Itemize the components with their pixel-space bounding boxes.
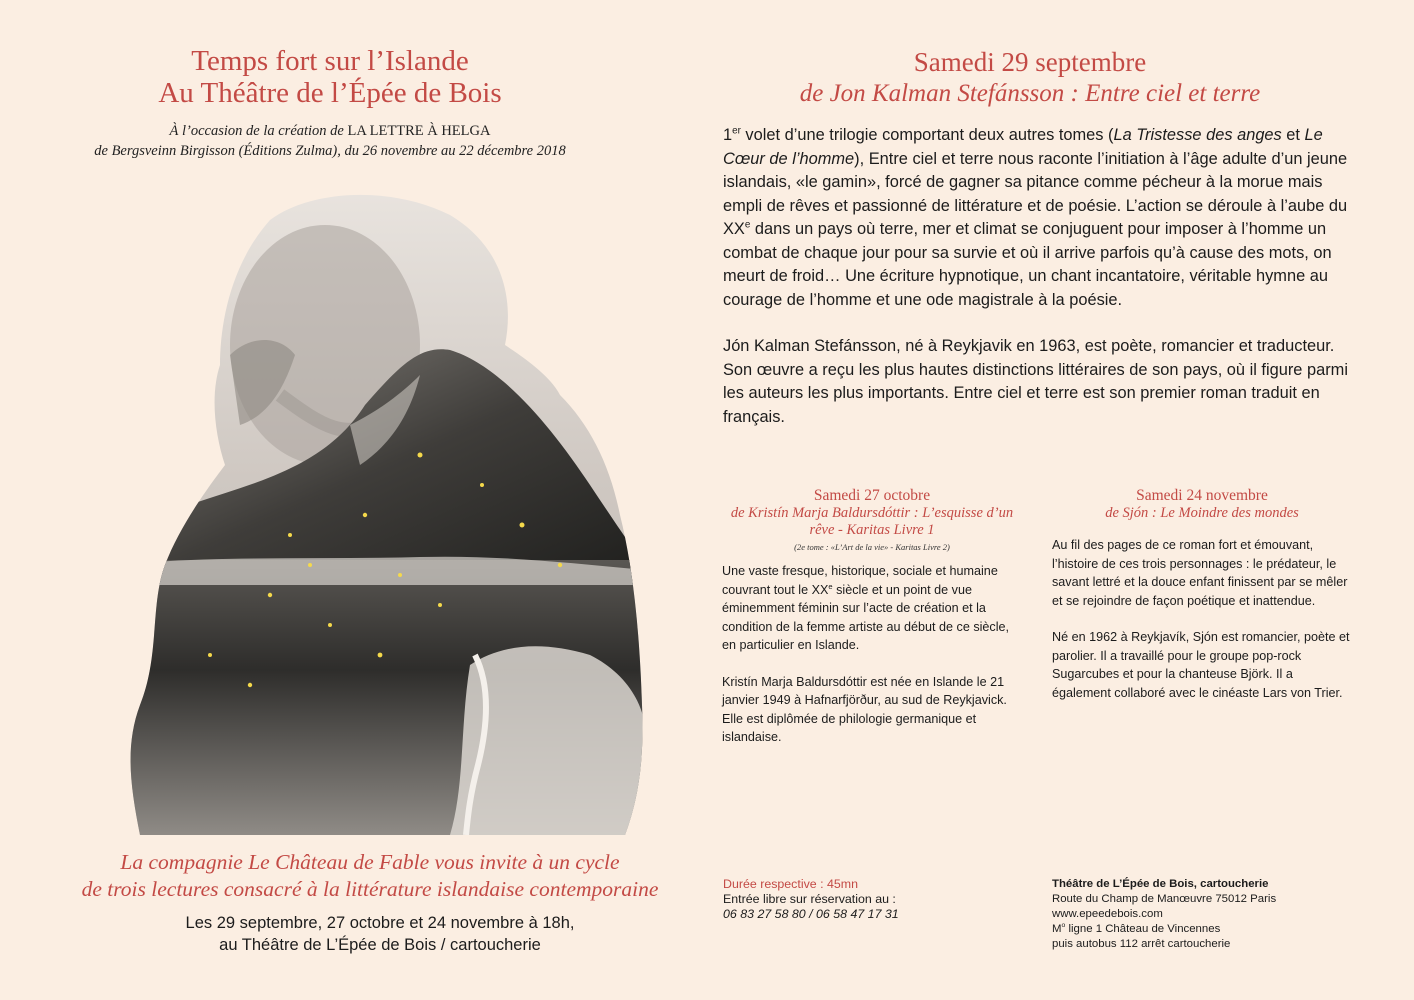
reading-3-date: Samedi 24 novembre bbox=[1136, 487, 1268, 504]
invitation-line-2: de trois lectures consacré à la littérature islandaise contemporaine bbox=[81, 877, 659, 901]
reading-1-subtitle: de Jon Kalman Stefánsson : Entre ciel et terre bbox=[799, 80, 1261, 107]
occasion-work: LA LETTRE À HELGA bbox=[347, 123, 491, 139]
invitation-line-1: La compagnie Le Château de Fable vous invite à un cycle bbox=[120, 850, 620, 874]
practical-info bbox=[723, 877, 1043, 922]
reading-3-column bbox=[1052, 487, 1352, 720]
reading-1-description bbox=[723, 124, 1353, 452]
reading-2-paragraph-1: Une vaste fresque, historique, sociale et humaine couvrant tout le XXe siècle et un point de vue éminemment féminin sur l’acte de création et la condition de la femme artiste au début de ce siècle, en particulier en Islande. bbox=[722, 564, 1010, 652]
reading-2-date: Samedi 27 octobre bbox=[813, 487, 931, 504]
reading-3-paragraph-1: Au fil des pages de ce roman fort et émouvant, l’histoire de ces trois personnages : le prédateur, le savant lettré et la douce enfant finissent par se mêler et se rejoindre de façon poétique et inattendue. bbox=[1052, 538, 1348, 608]
booking-phones: 06 83 27 58 80 / 06 58 47 17 31 bbox=[723, 907, 899, 921]
theatre-address-block bbox=[1052, 877, 1372, 952]
reading-1-date: Samedi 29 septembre bbox=[913, 47, 1147, 77]
booking-text: Entrée libre sur réservation au : bbox=[723, 892, 896, 906]
bus-directions: puis autobus 112 arrêt cartoucherie bbox=[1052, 938, 1231, 950]
theatre-name: Théâtre de L’Épée de Bois, cartoucherie bbox=[1052, 878, 1269, 890]
duration-text: Durée respective : 45mn bbox=[723, 877, 858, 891]
reading-2-heading bbox=[722, 487, 1022, 539]
reading-1-heading bbox=[720, 47, 1340, 111]
occasion-text bbox=[60, 121, 600, 161]
occasion-prefix: À l’occasion de la création de bbox=[169, 123, 348, 139]
reading-2-body bbox=[722, 562, 1022, 747]
title-line-1: Temps fort sur l’Islande bbox=[191, 45, 469, 77]
invitation-text bbox=[40, 849, 700, 903]
reading-3-paragraph-2: Né en 1962 à Reykjavík, Sjón est romancier, poète et parolier. Il a travaillé pour le groupe pop-rock Sugarcubes et pour la chanteuse Björk. Il a également collaboré avec le cinéaste Lars von Trier. bbox=[1052, 630, 1350, 700]
dates-line-1: Les 29 septembre, 27 octobre et 24 novembre à 18h, bbox=[185, 914, 575, 932]
metro-directions: $M^o$ ligne 1 Château de Vincennes bbox=[1052, 922, 1221, 935]
portrait-landscape-illustration bbox=[120, 185, 645, 835]
title-line-2: Au Théâtre de l’Épée de Bois bbox=[158, 77, 502, 109]
reading-1-paragraph-2: Jón Kalman Stefánsson, né à Reykjavik en 1963, est poète, romancier et traducteur. Son œuvre a reçu les plus hautes distinctions littéraires de son pays, où il figure parmi les auteurs les plus importants. Entre ciel et terre est son premier roman traduit en français. bbox=[723, 337, 1348, 426]
illustration-content bbox=[120, 185, 645, 835]
poster-title bbox=[60, 45, 600, 109]
theatre-address: Route du Champ de Manœuvre 75012 Paris bbox=[1052, 893, 1277, 905]
reading-1-paragraph-1: 1er volet d’une trilogie comportant deux autres tomes (La Tristesse des anges et Le Cœur de l’homme), Entre ciel et terre nous raconte l’initiation à l’âge adulte d’un jeune islandais, «le gamin», forcé de gagner sa pitance comme pécheur à la morue mais empli de rêves et passionné de littérature et de poésie. L’action se déroule à l’aube du XXe dans un pays où terre, mer et climat se conjuguent pour imposer à l’homme un combat de chaque jour pour sa survie et où il arrive parfois qu’à cause des mots, on meurt de froid… Une écriture hypnotique, un chant incantatoire, véritable hymne au courage de l’homme et une ode magistrale à la poésie. bbox=[723, 125, 1348, 309]
theatre-website-link[interactable]: www.epeedebois.com bbox=[1052, 908, 1163, 920]
reading-3-body bbox=[1052, 536, 1352, 702]
reading-2-subtitle: de Kristín Marja Baldursdóttir : L’esquisse d’un rêve - Karitas Livre 1 bbox=[730, 505, 1014, 538]
reading-2-paragraph-2: Kristín Marja Baldursdóttir est née en Islande le 21 janvier 1949 à Hafnarfjörður, au sud de Reykjavick. Elle est diplômée de philologie germanique et islandaise. bbox=[722, 674, 1007, 744]
reading-3-subtitle: de Sjón : Le Moindre des mondes bbox=[1105, 505, 1299, 521]
occasion-line-2: de Bergsveinn Birgisson (Éditions Zulma), du 26 novembre au 22 décembre 2018 bbox=[94, 143, 566, 159]
reading-3-heading bbox=[1052, 487, 1352, 522]
reading-2-column bbox=[722, 487, 1022, 765]
dates-line-2: au Théâtre de L’Épée de Bois / cartoucherie bbox=[219, 936, 541, 954]
event-dates bbox=[60, 912, 700, 956]
reading-2-note: (2e tome : «L’Art de la vie» - Karitas Livre 2) bbox=[794, 542, 950, 552]
